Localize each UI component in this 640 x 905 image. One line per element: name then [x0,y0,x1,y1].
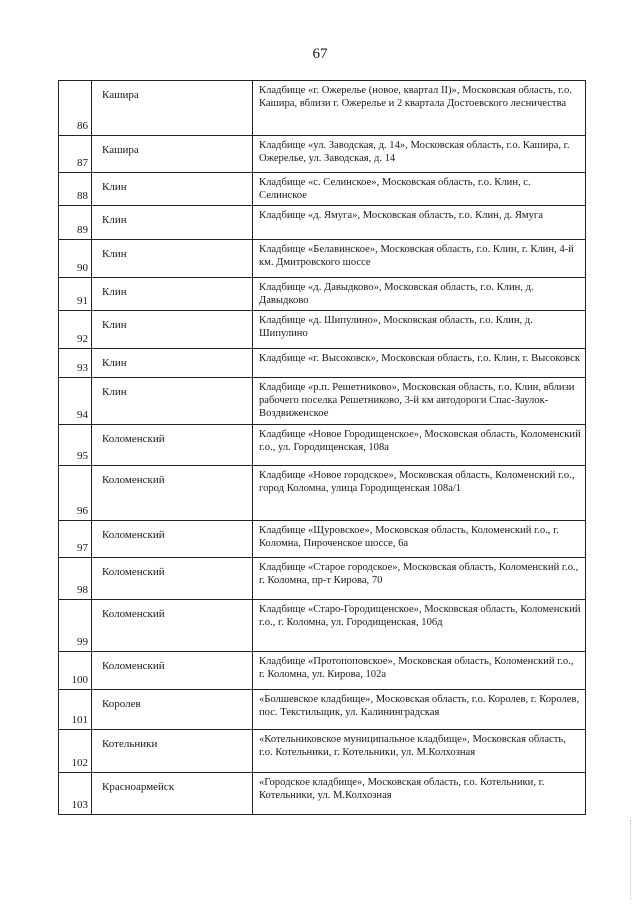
address-cell: Кладбище «Старое городское», Московская область, Коломенский г.о., г. Коломна, пр-т Кирова, 70 [253,558,586,600]
table-row [59,690,586,730]
row-number-cell [59,690,92,730]
row-number: 98 [77,584,88,596]
table-row [59,349,586,378]
table-row [59,652,586,690]
row-number: 97 [77,542,88,554]
table-row [59,81,586,136]
address-cell: Кладбище «Белавинское», Московская область, г.о. Клин, г. Клин, 4-й км. Дмитровского шоссе [253,240,586,278]
district-cell: Коломенский [92,466,253,521]
row-number: 88 [77,190,88,202]
address-cell: Кладбище «д. Ямуга», Московская область, г.о. Клин, д. Ямуга [253,206,586,240]
table-row [59,173,586,206]
district-cell: Коломенский [92,521,253,558]
address-cell: Кладбище «ул. Заводская, д. 14», Московская область, г.о. Кашира, г. Ожерелье, ул. Заводская, д. 14 [253,136,586,173]
district-cell: Клин [92,278,253,311]
district-cell: Клин [92,349,253,378]
district-cell: Королев [92,690,253,730]
address-cell: Кладбище «Старо-Городищенское», Московская область, Коломенский г.о., г. Коломна, ул. Городищенская, 106д [253,600,586,652]
district-cell: Красноармейск [92,773,253,815]
row-number-cell [59,425,92,466]
district-cell: Клин [92,206,253,240]
row-number: 92 [77,333,88,345]
district-cell: Коломенский [92,600,253,652]
table-row [59,240,586,278]
address-cell: Кладбище «Новое городское», Московская область, Коломенский г.о., город Коломна, улица Городищенская 108а/1 [253,466,586,521]
row-number: 90 [77,262,88,274]
row-number-cell [59,81,92,136]
row-number-cell [59,600,92,652]
row-number: 103 [71,799,88,811]
row-number-cell [59,378,92,425]
row-number-cell [59,173,92,206]
address-cell: Кладбище «Щуровское», Московская область, Коломенский г.о., г. Коломна, Пироченское шоссе, 6а [253,521,586,558]
district-cell: Клин [92,311,253,349]
row-number-cell [59,206,92,240]
table-row [59,558,586,600]
row-number-cell [59,240,92,278]
table-row [59,521,586,558]
row-number: 102 [71,757,88,769]
address-cell: Кладбище «д. Шипулино», Московская область, г.о. Клин, д. Шипулино [253,311,586,349]
address-cell: Кладбище «с. Селинское», Московская область, г.о. Клин, с. Селинское [253,173,586,206]
table-row [59,425,586,466]
district-cell: Клин [92,173,253,206]
address-cell: Кладбище «Протопоповское», Московская область, Коломенский г.о., г. Коломна, ул. Кирова, 102а [253,652,586,690]
row-number: 91 [77,295,88,307]
row-number: 89 [77,224,88,236]
row-number-cell [59,521,92,558]
address-cell: Кладбище «р.п. Решетниково», Московская область, г.о. Клин, вблизи рабочего поселка Решетниково, 3-й км автодороги Спас-Заулок-Воздвиженское [253,378,586,425]
row-number: 86 [77,120,88,132]
table-row [59,378,586,425]
row-number: 99 [77,636,88,648]
table-row [59,206,586,240]
row-number-cell [59,652,92,690]
district-cell: Коломенский [92,652,253,690]
table-row [59,730,586,773]
row-number-cell [59,311,92,349]
page-number: 67 [312,46,328,62]
row-number: 101 [71,714,88,726]
district-cell: Котельники [92,730,253,773]
row-number-cell [59,278,92,311]
address-cell: «Котельниковское муниципальное кладбище», Московская область, г.о. Котельники, г. Котельники, ул. М.Колхозная [253,730,586,773]
row-number-cell [59,466,92,521]
address-cell: «Болшевское кладбище», Московская область, г.о. Королев, г. Королев, пос. Текстильщик, ул. Калининградская [253,690,586,730]
row-number: 94 [77,409,88,421]
district-cell: Кашира [92,136,253,173]
row-number-cell [59,136,92,173]
row-number-cell [59,773,92,815]
table-row [59,136,586,173]
district-cell: Коломенский [92,558,253,600]
row-number: 93 [77,362,88,374]
cemetery-registry-table [58,80,586,815]
table-row [59,278,586,311]
table-row [59,773,586,815]
table-row [59,466,586,521]
row-number: 95 [77,450,88,462]
district-cell: Коломенский [92,425,253,466]
scan-edge-marks [630,820,634,900]
address-cell: «Городское кладбище», Московская область, г.о. Котельники, г. Котельники, ул. М.Колхозная [253,773,586,815]
table-row [59,600,586,652]
address-cell: Кладбище «Новое Городищенское», Московская область, Коломенский г.о., ул. Городищенская, 108а [253,425,586,466]
row-number: 96 [77,505,88,517]
row-number: 100 [71,674,88,686]
row-number-cell [59,558,92,600]
district-cell: Кашира [92,81,253,136]
table-row [59,311,586,349]
address-cell: Кладбище «г. Ожерелье (новое, квартал II)», Московская область, г.о. Кашира, вблизи г. Ожерелье и 2 квартала Достоевского лесничества [253,81,586,136]
row-number-cell [59,730,92,773]
row-number: 87 [77,157,88,169]
district-cell: Клин [92,240,253,278]
district-cell: Клин [92,378,253,425]
row-number-cell [59,349,92,378]
address-cell: Кладбище «г. Высоковск», Московская область, г.о. Клин, г. Высоковск [253,349,586,378]
address-cell: Кладбище «д. Давыдково», Московская область, г.о. Клин, д. Давыдково [253,278,586,311]
